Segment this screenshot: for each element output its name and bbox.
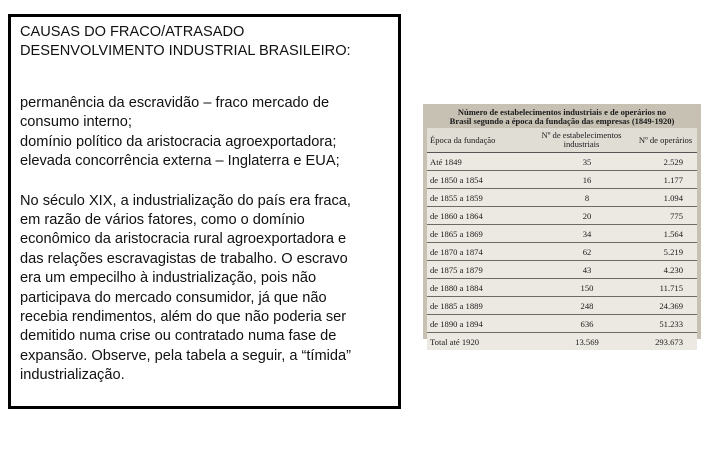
cell-establishments: 35	[529, 153, 634, 171]
header-period: Época da fundação	[427, 128, 529, 153]
cell-establishments: 43	[529, 261, 634, 279]
total-establishments: 13.569	[575, 336, 599, 347]
cell-period: de 1860 a 1864	[427, 207, 529, 225]
cell-establishments: 62	[529, 243, 634, 261]
industry-table	[427, 128, 697, 350]
table-total-row	[427, 333, 697, 351]
paragraph-line: era um empecilho à industrialização, pois não	[20, 270, 317, 287]
paragraph-line: expansão. Observe, pela tabela a seguir, a “tímida”	[20, 347, 351, 364]
cell-period: de 1850 a 1854	[427, 171, 529, 189]
table-row	[427, 243, 697, 261]
table-row	[427, 225, 697, 243]
cell-establishments: 16	[529, 171, 634, 189]
cell-period: de 1890 a 1894	[427, 315, 529, 333]
table-row	[427, 171, 697, 189]
table-title	[427, 107, 697, 128]
box-title-line1: CAUSAS DO FRACO/ATRASADO	[20, 24, 245, 40]
table-row	[427, 261, 697, 279]
cell-establishments: 150	[529, 279, 634, 297]
paragraph-line: das relações escravagistas de trabalho. O escravo	[20, 250, 348, 267]
table-row	[427, 297, 697, 315]
cell-workers: 2.529	[634, 153, 697, 171]
cell-establishments: 8	[529, 189, 634, 207]
table-row	[427, 153, 697, 171]
cell-workers: 4.230	[634, 261, 697, 279]
cell-period: de 1875 a 1879	[427, 261, 529, 279]
cause-line: elevada concorrência externa – Inglaterra e EUA;	[20, 153, 340, 170]
paragraph-line: recebia rendimentos, além do que não poderia ser	[20, 309, 347, 326]
cell-workers: 24.369	[634, 297, 697, 315]
cell-establishments: 636	[529, 315, 634, 333]
cell-period: de 1880 a 1884	[427, 279, 529, 297]
table-row	[427, 279, 697, 297]
paragraph-line: industrialização.	[20, 367, 125, 384]
cell-workers: 775	[634, 207, 697, 225]
causes-text-box	[8, 14, 401, 409]
table-row	[427, 189, 697, 207]
paragraph-line: demitido numa crise ou contratado numa fase de	[20, 328, 337, 345]
cause-line: consumo interno;	[20, 114, 132, 131]
cell-period: de 1865 a 1869	[427, 225, 529, 243]
paragraph-line: em razão de vários fatores, como o domínio	[20, 212, 305, 229]
industry-table-image	[423, 104, 701, 347]
total-workers: 293.673	[655, 336, 683, 347]
cell-establishments: 248	[529, 297, 634, 315]
box-title-line2: DESENVOLVIMENTO INDUSTRIAL BRASILEIRO:	[20, 43, 351, 59]
cell-workers: 1.564	[634, 225, 697, 243]
cell-workers: 5.219	[634, 243, 697, 261]
table-header-row	[427, 128, 697, 153]
cause-line: permanência da escravidão – fraco mercado de	[20, 95, 330, 111]
cell-establishments: 20	[529, 207, 634, 225]
paragraph-line: participava do mercado consumidor, já que não	[20, 289, 327, 306]
cell-workers: 51.233	[634, 315, 697, 333]
cause-line: domínio político da aristocracia agroexportadora;	[20, 133, 337, 150]
table-title-line2: Brasil segundo a época da fundação das empresas (1849-1920)	[449, 116, 675, 126]
cell-establishments: 34	[529, 225, 634, 243]
cell-workers: 11.715	[634, 279, 697, 297]
cell-period: de 1855 a 1859	[427, 189, 529, 207]
table-title-line1: Número de estabelecimentos industriais e de operários no	[457, 107, 667, 117]
header-workers: Nº de operários	[634, 128, 697, 153]
cell-period: Até 1849	[427, 153, 529, 171]
header-establishments: Nº de estabelecimentos industriais	[529, 128, 634, 153]
cell-period: de 1885 a 1889	[427, 297, 529, 315]
paragraph-line: No século XIX, a industrialização do país era fraca,	[20, 192, 351, 209]
cell-period: de 1870 a 1874	[427, 243, 529, 261]
total-period: Total até 1920	[430, 336, 480, 347]
table-row	[427, 207, 697, 225]
cell-workers: 1.177	[634, 171, 697, 189]
table-row	[427, 315, 697, 333]
paragraph-line: econômico da aristocracia rural agroexportadora e	[20, 231, 347, 248]
cell-workers: 1.094	[634, 189, 697, 207]
